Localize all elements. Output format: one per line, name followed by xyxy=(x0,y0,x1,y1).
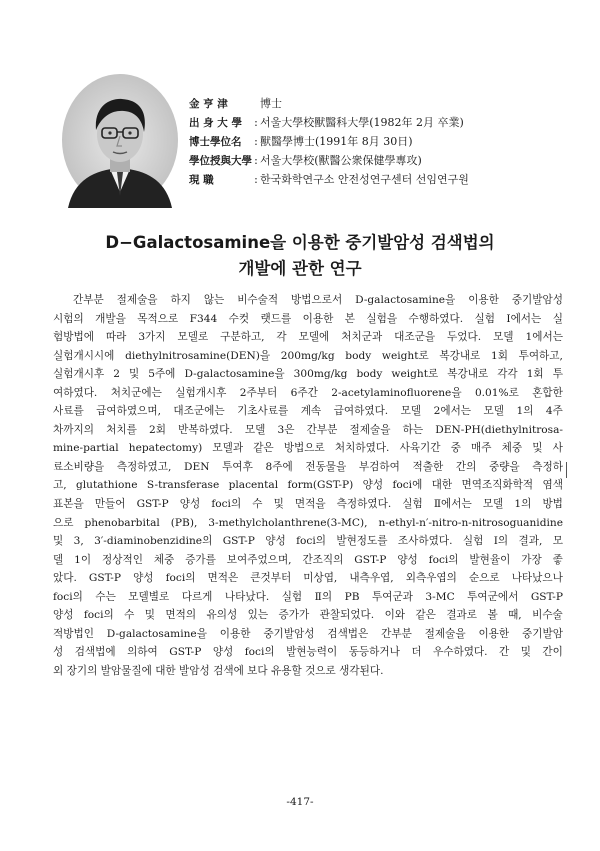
abstract-word: 계속 xyxy=(300,405,322,418)
abstract-word: DEN xyxy=(184,460,210,473)
abstract-line xyxy=(53,365,563,384)
abstract-line xyxy=(53,514,563,533)
abstract-word: 구분하고, xyxy=(220,331,265,344)
info-label-position: 現 職 xyxy=(189,174,214,186)
abstract-word: 간부분 xyxy=(73,294,104,306)
abstract-word: 실험개시후 xyxy=(53,368,105,381)
abstract-word: 결과로 xyxy=(446,609,478,622)
abstract-word: 부검하여 xyxy=(358,460,400,473)
abstract-word: form(GST-P) xyxy=(287,479,354,492)
abstract-word: 처치를 xyxy=(106,423,137,436)
abstract-word: 않는 xyxy=(203,294,225,306)
abstract-word: 급여하였다. xyxy=(333,405,389,418)
abstract-word: 수행하였다. xyxy=(408,312,464,325)
abstract-word: 절제술을 xyxy=(424,627,466,640)
abstract-word: 시험의 xyxy=(53,312,84,325)
abstract-word: Ⅱ에서는 xyxy=(433,498,472,511)
abstract-word: 처치군에는 xyxy=(110,386,162,399)
abstract-word: 1회 xyxy=(526,368,544,381)
abstract-word: 나타났으나 xyxy=(511,572,563,585)
abstract-word: 비수술적 xyxy=(237,294,279,306)
abstract-word: 양성 xyxy=(53,609,74,622)
abstract-word: 미상엽, xyxy=(303,572,338,585)
abstract-word: 면적의 xyxy=(165,609,197,622)
abstract-word: Ⅰ에서는 xyxy=(506,312,542,325)
abstract-word: 투여군에서 xyxy=(467,590,519,603)
abstract-word: 복강내로 xyxy=(439,349,481,362)
abstract-word: 실험 xyxy=(462,535,484,548)
abstract-word: 3은 xyxy=(277,423,295,436)
abstract-word: 비수술 xyxy=(532,609,563,622)
abstract-word: D-galactosamine을 xyxy=(184,368,285,381)
abstract-word: 간이 xyxy=(542,646,563,659)
abstract-word: 수컷 xyxy=(228,312,250,325)
abstract-word: 투여군과 xyxy=(371,590,413,603)
abstract-word: 및 xyxy=(520,646,531,659)
abstract-word: 으로 xyxy=(53,516,74,529)
abstract-line xyxy=(53,421,563,440)
abstract-word: 표본을 xyxy=(53,498,84,511)
abstract-word: 수는 xyxy=(95,590,116,603)
abstract-word: 2주부터 xyxy=(239,386,278,399)
abstract-word: DEN-PH(diethylnitrosa- xyxy=(435,423,563,436)
abstract-word: 중 xyxy=(450,442,461,455)
abstract-word: GST-P xyxy=(354,553,387,566)
abstract-line xyxy=(53,439,563,458)
abstract-word: 간조직의 xyxy=(302,553,344,566)
abstract-word: GST-P xyxy=(530,590,563,603)
abstract-word: 측정하 xyxy=(532,460,563,473)
abstract-word: 적방법인 xyxy=(53,627,94,640)
abstract-word: 외측우엽의 xyxy=(405,572,457,585)
abstract-word: (PB), xyxy=(170,516,198,529)
abstract-word: 목적으로 xyxy=(137,312,179,325)
abstract-word: mine-partial xyxy=(53,442,119,455)
abstract-word: Ⅱ의 xyxy=(314,590,333,603)
abstract-word: 험방법에 xyxy=(53,331,94,344)
abstract-word: 2 xyxy=(113,368,120,381)
abstract-word: 발현정도를 xyxy=(336,535,388,548)
abstract-line xyxy=(53,551,563,570)
abstract-word: 때, xyxy=(508,609,522,622)
abstract-word: 하지 xyxy=(170,294,191,306)
abstract-word: S-transferase xyxy=(146,479,220,492)
abstract-word: GST-P xyxy=(169,646,202,659)
abstract-word: 급여하였으며, xyxy=(96,405,161,418)
abstract-word: 았다. xyxy=(53,572,77,585)
abstract-word: weight로 xyxy=(391,368,439,381)
abstract-word: foci의 xyxy=(428,553,459,566)
abstract-word: 본 xyxy=(344,312,355,325)
abstract-word: 3′-diaminobenzidine의 xyxy=(94,535,213,548)
abstract-word: 델 xyxy=(53,553,64,566)
abstract-word: 5주에 xyxy=(148,368,176,381)
abstract-line xyxy=(53,328,563,347)
abstract-word: 모델 xyxy=(244,423,266,436)
abstract-word: 면적은 xyxy=(207,572,239,585)
abstract-word: D-galactosamine을 xyxy=(355,294,456,306)
abstract-word: 투 xyxy=(552,368,563,381)
abstract-word: 증가가 xyxy=(278,609,310,622)
abstract-word: 각 xyxy=(276,331,287,344)
abstract-word: 모델 xyxy=(493,331,514,344)
abstract-word: 실험개시시에 xyxy=(53,349,115,362)
abstract-word: 전동물을 xyxy=(305,460,347,473)
abstract-word: 체중 xyxy=(153,553,175,566)
abstract-word: diethylnitrosamine(DEN)을 xyxy=(125,349,271,362)
abstract-word: 및 xyxy=(128,368,140,381)
author-info xyxy=(189,94,569,189)
abstract-word: n-ethyl-n′-nitro-n-nitrosoguanidine xyxy=(378,516,563,529)
abstract-word: 1이 xyxy=(74,553,92,566)
abstract-word: 실험개시후 xyxy=(175,386,227,399)
abstract-word: 실험 xyxy=(402,498,423,511)
abstract-word: foci의 xyxy=(165,572,196,585)
info-row-position xyxy=(189,170,569,189)
abstract-word: 같은 xyxy=(253,442,274,455)
abstract-word: placental xyxy=(228,479,279,492)
abstract-word: 같은 xyxy=(415,609,436,622)
abstract-word: 면적을 xyxy=(294,498,326,511)
abstract-word: 모델별로 xyxy=(128,590,170,603)
abstract-word: 중기발암 xyxy=(522,627,563,640)
info-row-degree xyxy=(189,132,569,151)
abstract-word: 중기발암성 xyxy=(511,294,563,306)
abstract-word: foci에 xyxy=(392,479,423,492)
abstract-word: 모델 xyxy=(482,498,504,511)
page-number: -417- xyxy=(286,796,314,808)
abstract-word: PB xyxy=(344,590,360,603)
info-value-position: 한국화학연구소 안전성연구센터 선임연구원 xyxy=(260,173,469,186)
abstract-word: 랫드를 xyxy=(260,312,292,325)
abstract-word: 양성 xyxy=(133,572,154,585)
abstract-line xyxy=(53,347,563,366)
abstract-body xyxy=(53,291,563,680)
abstract-word: 양성 xyxy=(212,646,234,659)
abstract-word: 관찰되었다. xyxy=(319,609,375,622)
abstract-word: 및 xyxy=(53,535,64,548)
abstract-word: 3, xyxy=(73,535,84,548)
abstract-word: 사육기간 xyxy=(399,442,441,455)
abstract-line xyxy=(53,495,563,514)
abstract-word: weight로 xyxy=(381,349,429,362)
abstract-line xyxy=(53,402,563,421)
abstract-word: 투여후 xyxy=(222,460,253,473)
abstract-word: GST-P xyxy=(88,572,122,585)
abstract-word: 간 xyxy=(499,646,510,659)
abstract-word: 절제술을 xyxy=(349,423,391,436)
abstract-line xyxy=(53,458,563,477)
abstract-word: 다르게 xyxy=(181,590,213,603)
abstract-line xyxy=(53,476,563,495)
abstract-word: 2-acetylaminofluorene을 xyxy=(331,386,462,399)
info-row-alma-mater xyxy=(189,113,569,132)
abstract-word: 발현능력이 xyxy=(286,646,338,659)
abstract-word: foci의 xyxy=(296,535,326,548)
abstract-word: 개발을 xyxy=(95,312,126,325)
abstract-word: GST-P xyxy=(222,535,255,548)
abstract-word: 3가지 xyxy=(138,331,166,344)
abstract-word: 수 xyxy=(124,609,135,622)
abstract-word: 중량을 xyxy=(488,460,520,473)
abstract-word: 혼합한 xyxy=(532,386,563,399)
abstract-word: 조사하였다. xyxy=(397,535,453,548)
abstract-word: 동등하거나 xyxy=(348,646,400,659)
abstract-word: 두었다. xyxy=(447,331,482,344)
author-degree-title: 博士 xyxy=(260,97,282,110)
abstract-line xyxy=(53,532,563,551)
abstract-line xyxy=(53,643,563,662)
abstract-word: 양성 xyxy=(265,535,286,548)
abstract-word: 8주에 xyxy=(265,460,293,473)
abstract-word: 모델 xyxy=(400,405,422,418)
abstract-word: Ⅰ의 xyxy=(493,535,509,548)
abstract-word: 우수하였다. xyxy=(433,646,488,659)
abstract-word: 사 xyxy=(552,442,563,455)
abstract-word: 1의 xyxy=(516,405,534,418)
abstract-word: 차까지의 xyxy=(53,423,94,436)
abstract-line xyxy=(53,291,563,310)
abstract-word: foci의 xyxy=(211,498,242,511)
abstract-word: 있는 xyxy=(247,609,269,622)
abstract-word: foci의 xyxy=(244,646,275,659)
abstract-word: 양성 xyxy=(179,498,201,511)
abstract-word: 및 xyxy=(532,442,543,455)
info-colon: : xyxy=(254,116,258,129)
abstract-word: 대조군에는 xyxy=(173,405,225,418)
abstract-word: D-galactosamine을 xyxy=(106,627,207,640)
abstract-word: 3-MC xyxy=(425,590,455,603)
abstract-word: 만들어 xyxy=(94,498,126,511)
abstract-word: 이용한 xyxy=(478,627,510,640)
abstract-word: 의하여 xyxy=(127,646,158,659)
abstract-word: 검색법은 xyxy=(327,627,369,640)
abstract-word: 및 xyxy=(273,498,284,511)
abstract-word: 따라 xyxy=(105,331,127,344)
abstract-word: 200mg/kg xyxy=(280,349,335,362)
abstract-word: 하는 xyxy=(402,423,424,436)
info-value-granting-university: 서울大學校(獸醫公衆保健學專攻) xyxy=(260,154,422,167)
author-name: 金 亨 津 xyxy=(189,98,228,110)
abstract-word: 대한 xyxy=(431,479,453,492)
abstract-word: 염색 xyxy=(542,479,563,492)
abstract-word: 이와 xyxy=(384,609,406,622)
abstract-word: 수 xyxy=(252,498,263,511)
abstract-word: 매주 xyxy=(471,442,492,455)
info-row-name xyxy=(189,94,569,113)
abstract-word: 1회 xyxy=(490,349,508,362)
abstract-word: phenobarbital xyxy=(84,516,160,529)
abstract-word: 모델로 xyxy=(177,331,209,344)
abstract-word: 유의성 xyxy=(206,609,238,622)
abstract-word: body xyxy=(345,349,372,362)
info-colon: : xyxy=(254,135,258,148)
abstract-word: 양성 xyxy=(362,479,384,492)
abstract-word: 절제술을 xyxy=(116,294,158,306)
abstract-word: 모델과 xyxy=(212,442,244,455)
abstract-word: 처치하였다. xyxy=(334,442,390,455)
info-label-granting-university: 學位授與大學 xyxy=(189,155,252,167)
abstract-word: foci의 xyxy=(53,590,83,603)
abstract-word: foci의 xyxy=(83,609,114,622)
abstract-word: 검색법에 xyxy=(74,646,116,659)
abstract-word: hepatectomy) xyxy=(128,442,203,455)
abstract-word: 이용한 xyxy=(219,627,251,640)
abstract-line xyxy=(53,625,563,644)
abstract-word: 각각 xyxy=(497,368,518,381)
abstract-word: 간의 xyxy=(455,460,477,473)
abstract-word: 실험 xyxy=(474,312,495,325)
abstract-word: 0.01%로 xyxy=(474,386,519,399)
abstract-line xyxy=(53,588,563,607)
abstract-line: 외 장기의 발암물질에 대한 발암성 검색에 보다 유용할 것으로 생각된다. xyxy=(53,664,384,677)
abstract-word: 중기발암성 xyxy=(263,627,315,640)
abstract-word: 2회 xyxy=(148,423,166,436)
info-row-granting-university xyxy=(189,151,569,170)
abstract-line xyxy=(53,569,563,588)
info-value-degree: 獸醫學博士(1991年 8月 30日) xyxy=(260,135,413,148)
abstract-word: 나타났다. xyxy=(224,590,270,603)
abstract-line xyxy=(53,606,563,625)
abstract-line xyxy=(53,310,563,329)
abstract-word: 좋 xyxy=(552,553,563,566)
paper-title xyxy=(0,230,600,282)
abstract-word: 방법 xyxy=(542,498,563,511)
abstract-word: 모델 xyxy=(483,405,504,418)
abstract-word: 대조군을 xyxy=(394,331,436,344)
abstract-word: 적출한 xyxy=(412,460,444,473)
abstract-word: 측정하였고, xyxy=(116,460,172,473)
abstract-word: 사료를 xyxy=(53,405,84,418)
abstract-word: 처치군과 xyxy=(341,331,383,344)
abstract-word: 료소비량을 xyxy=(53,460,105,473)
abstract-word: 모 xyxy=(552,535,563,548)
abstract-word: 정상적인 xyxy=(102,553,143,566)
abstract-word: 3-methylcholanthrene(3-MC), xyxy=(208,516,368,529)
abstract-word: 복강내로 xyxy=(447,368,489,381)
abstract-word: 결과, xyxy=(518,535,543,548)
margin-mark xyxy=(566,462,567,478)
abstract-word: 반복하였다. xyxy=(178,423,233,436)
abstract-word: 투여하고, xyxy=(518,349,563,362)
author-photo xyxy=(60,72,180,208)
abstract-word: 이용한 xyxy=(468,294,499,306)
abstract-word: 2에서는 xyxy=(433,405,472,418)
abstract-word: 실 xyxy=(552,312,563,325)
abstract-word: glutathione xyxy=(75,479,138,492)
abstract-word: 발현율이 xyxy=(469,553,511,566)
abstract-word: 여하였다. xyxy=(53,386,98,399)
abstract-word: 볼 xyxy=(487,609,498,622)
abstract-word: 방법으로서 xyxy=(291,294,343,306)
abstract-word: 면역조직화학적 xyxy=(461,479,534,492)
abstract-word: 간부분 xyxy=(306,423,338,436)
abstract-word: 성 xyxy=(53,646,64,659)
abstract-word: 실험 xyxy=(281,590,303,603)
info-value-alma-mater: 서울大學校獸醫科大學(1982年 2月 卒業) xyxy=(260,116,464,129)
abstract-word: 간부분 xyxy=(381,627,412,640)
abstract-word: 보여주었으며, xyxy=(226,553,292,566)
abstract-word: 실험을 xyxy=(366,312,398,325)
info-colon: : xyxy=(254,154,258,167)
abstract-word: 큰것부터 xyxy=(250,572,292,585)
abstract-word: 증가를 xyxy=(185,553,216,566)
abstract-word: 300mg/kg xyxy=(293,368,348,381)
info-label-degree: 博士學位名 xyxy=(189,136,242,148)
abstract-word: 및 xyxy=(144,609,156,622)
abstract-word: 더 xyxy=(411,646,422,659)
abstract-word: 체중 xyxy=(501,442,523,455)
abstract-line xyxy=(53,384,563,403)
abstract-word: 방법으로 xyxy=(283,442,325,455)
abstract-word: GST-P xyxy=(136,498,169,511)
abstract-word: 6주간 xyxy=(290,386,318,399)
abstract-word: 4주 xyxy=(545,405,563,418)
abstract-word: 순으로 xyxy=(468,572,500,585)
abstract-word: 이용한 xyxy=(302,312,334,325)
abstract-word: 양성 xyxy=(397,553,418,566)
abstract-word: F344 xyxy=(189,312,218,325)
abstract-word: 1에서는 xyxy=(525,331,563,344)
info-colon: : xyxy=(254,173,258,186)
abstract-word: 모델에 xyxy=(298,331,330,344)
abstract-word: 측정하였다. xyxy=(336,498,392,511)
abstract-word: 내측우엽, xyxy=(349,572,394,585)
abstract-word: body xyxy=(356,368,383,381)
title-line-2: 개발에 관한 연구 xyxy=(238,259,362,278)
info-label-alma-mater: 出 身 大 學 xyxy=(189,117,242,129)
title-line-1: D−Galactosamine을 이용한 중기발암성 검색법의 xyxy=(105,233,495,252)
abstract-word: 1의 xyxy=(514,498,532,511)
abstract-word: 기초사료를 xyxy=(237,405,289,418)
abstract-word: 가장 xyxy=(521,553,542,566)
abstract-word: 고, xyxy=(53,479,67,492)
